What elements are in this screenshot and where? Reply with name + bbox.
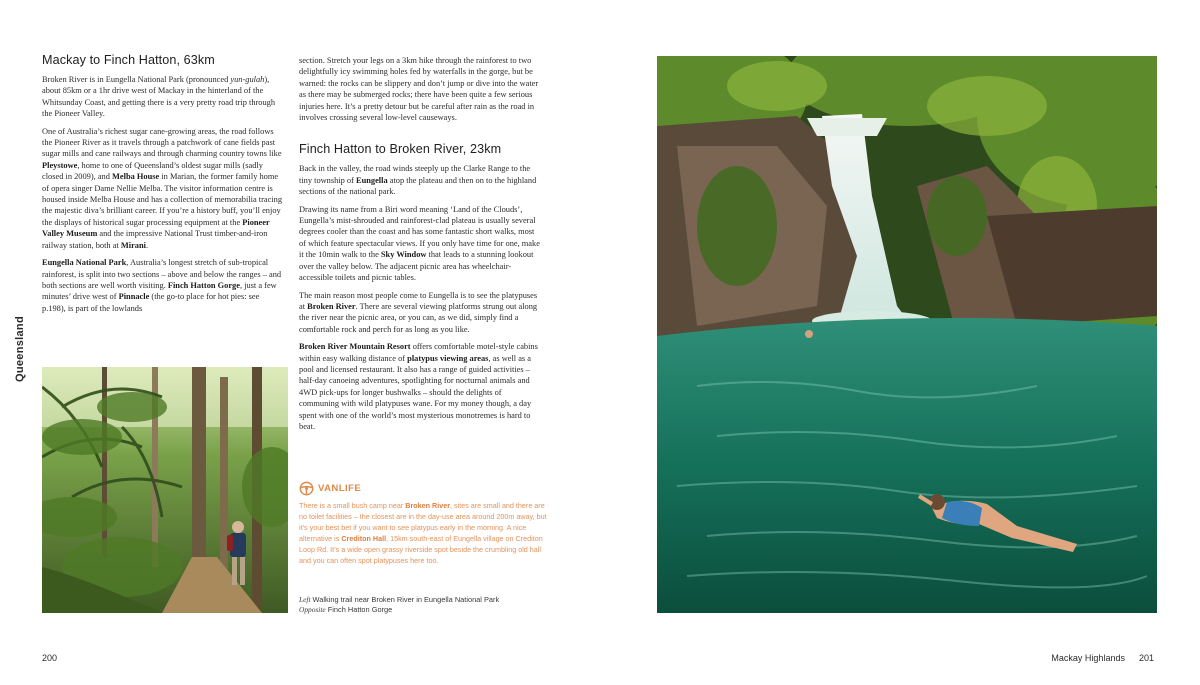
vanlife-header [299, 481, 547, 496]
bold-term: Melba House [112, 172, 160, 182]
bold-term: Broken River [405, 501, 451, 510]
finch-hatton-gorge-waterfall-photo [657, 56, 1157, 613]
vanlife-text: There is a small bush camp near Broken River, sites are small and there are no toilet facilities – the closest are in the day-use area around 200m away, but it’s your best bet if you want to see platypus early in the morning. A nice alternative is Crediton Hall, 15km south-east of Eungella village on Crediton Loop Rd. It’s a wide open grassy riverside spot beside the crumbling old hall and you can often spot platypuses here too. [299, 501, 547, 565]
caption-direction: Left [299, 595, 311, 604]
body-paragraph: Back in the valley, the road winds steeply up the Clarke Range to the tiny township of Eungella atop the plateau and then on to the highland sections of the national park. [299, 164, 537, 197]
running-footer-right [1051, 653, 1154, 663]
body-paragraph: section. Stretch your legs on a 3km hike through the rainforest to two delightfully icy swimming holes fed by waterfalls in the gorge, but be warned: the rocks can be slippery and don’t jump or dive into the water as there may be submerged rocks; there have been quite a few serious injuries here. It’s a pretty detour but be careful after rain as the road in involves crossing several low-level causeways. [299, 56, 539, 123]
bold-term: Broken River [307, 301, 356, 311]
body-paragraph: One of Australia’s richest sugar cane-growing areas, the road follows the Pioneer River as it travels through a patchwork of cane fields past sugar mills and cane railways and through charming country towns like Pleystowe, home to one of Queensland’s oldest sugar mills (sadly closed in 2009), and Melba House in Marian, the former family home of opera singer Dame Nellie Melba. The visitor information centre is housed inside Melba House and has a collection of memorabilia tracing the majestic diva’s brilliant career. If you’re a history buff, you’ll enjoy the displays of historical sugar processing equipment at the Pioneer Valley Museum and the impressive National Trust timber-and-iron railway station, both at Mirani. [42, 126, 283, 250]
bold-term: Eungella [356, 175, 388, 185]
body-paragraph: Drawing its name from a Biri word meaning ‘Land of the Clouds’, Eungella’s mist-shrouded and rainforest-clad plateau is usually several degrees cooler than the coast and has some fantastic short walks, most of which feature spectacular views. If you only have time for one, make it the 10min walk to the Sky Window that leads to a stunning lookout over the valley below. The adjacent picnic area has wheelchair-accessible toilets and picnic tables. [299, 204, 540, 283]
bold-term: platypus viewing areas [407, 353, 489, 363]
section-heading: Finch Hatton to Broken River, 23km [299, 142, 502, 157]
vanlife-tip-box [299, 481, 547, 566]
bold-term: Pleystowe [42, 160, 78, 170]
vanlife-title: VANLIFE [318, 483, 362, 494]
page-number-left: 200 [42, 653, 58, 663]
bold-term: Finch Hatton Gorge [167, 280, 240, 290]
italic-term: yun-gulah [230, 75, 265, 84]
bold-term: Crediton Hall [341, 533, 387, 543]
bold-term: Mirani [120, 240, 146, 250]
bold-term: Eungella National Park [42, 258, 127, 268]
caption-line [299, 595, 549, 605]
body-paragraph: Broken River Mountain Resort offers comfortable motel-style cabins within easy walking distance of platypus viewing areas, as well as a pool and licensed restaurant. It also has a range of guided activities – half-day canoeing adventures, spotlighting for nocturnal animals and 4WD pick-ups for longer bushwalks – should the delights of communing with wild platypuses wane. For my money though, a day spent with one of the world’s most mysterious monotremes is hard to beat. [299, 342, 538, 431]
text-column-left [42, 52, 284, 320]
caption-direction: Opposite [299, 605, 326, 615]
caption-text: Finch Hatton Gorge [325, 605, 393, 615]
bold-term: Pinnacle [118, 292, 150, 302]
body-paragraph: Broken River is in Eungella National Park (pronounced yun-gulah), about 85km or a 1hr drive west of Mackay in the hinterland of the Whitsunday Coast, and getting there is a very pretty road trip through the Pioneer Valley. [42, 75, 276, 119]
bold-term: Broken River Mountain Resort [299, 342, 411, 352]
body-paragraph: Eungella National Park, Australia’s longest stretch of sub-tropical rainforest, is split into two sections – above and below the ranges – and both sections are well worth visiting. Finch Hatton Gorge, just a few minutes’ drive west of Pinnacle (the go-to place for hot pies: see p.198), is part of the lowlands [42, 258, 282, 313]
steering-wheel-icon [299, 481, 314, 496]
body-paragraph: The main reason most people come to Eungella is to see the platypuses at Broken River. There are several viewing platforms strung out along the river near the picnic area, or you can, as we did, simply find a comfortable rock and perch for as long as you like. [299, 290, 538, 334]
section-tab-label: Queensland [14, 316, 26, 382]
bold-term: Pioneer Valley Museum [42, 217, 270, 239]
rainforest-walking-trail-photo [42, 367, 288, 613]
running-head: Mackay Highlands [1051, 653, 1125, 663]
text-column-right [299, 55, 541, 438]
photo-captions [299, 595, 549, 616]
bold-term: Sky Window [380, 250, 427, 260]
page-number-right: 201 [1138, 653, 1154, 663]
caption-line [299, 605, 549, 615]
caption-text: Walking trail near Broken River in Eungella National Park [310, 595, 500, 604]
section-heading: Mackay to Finch Hatton, 63km [42, 53, 215, 67]
